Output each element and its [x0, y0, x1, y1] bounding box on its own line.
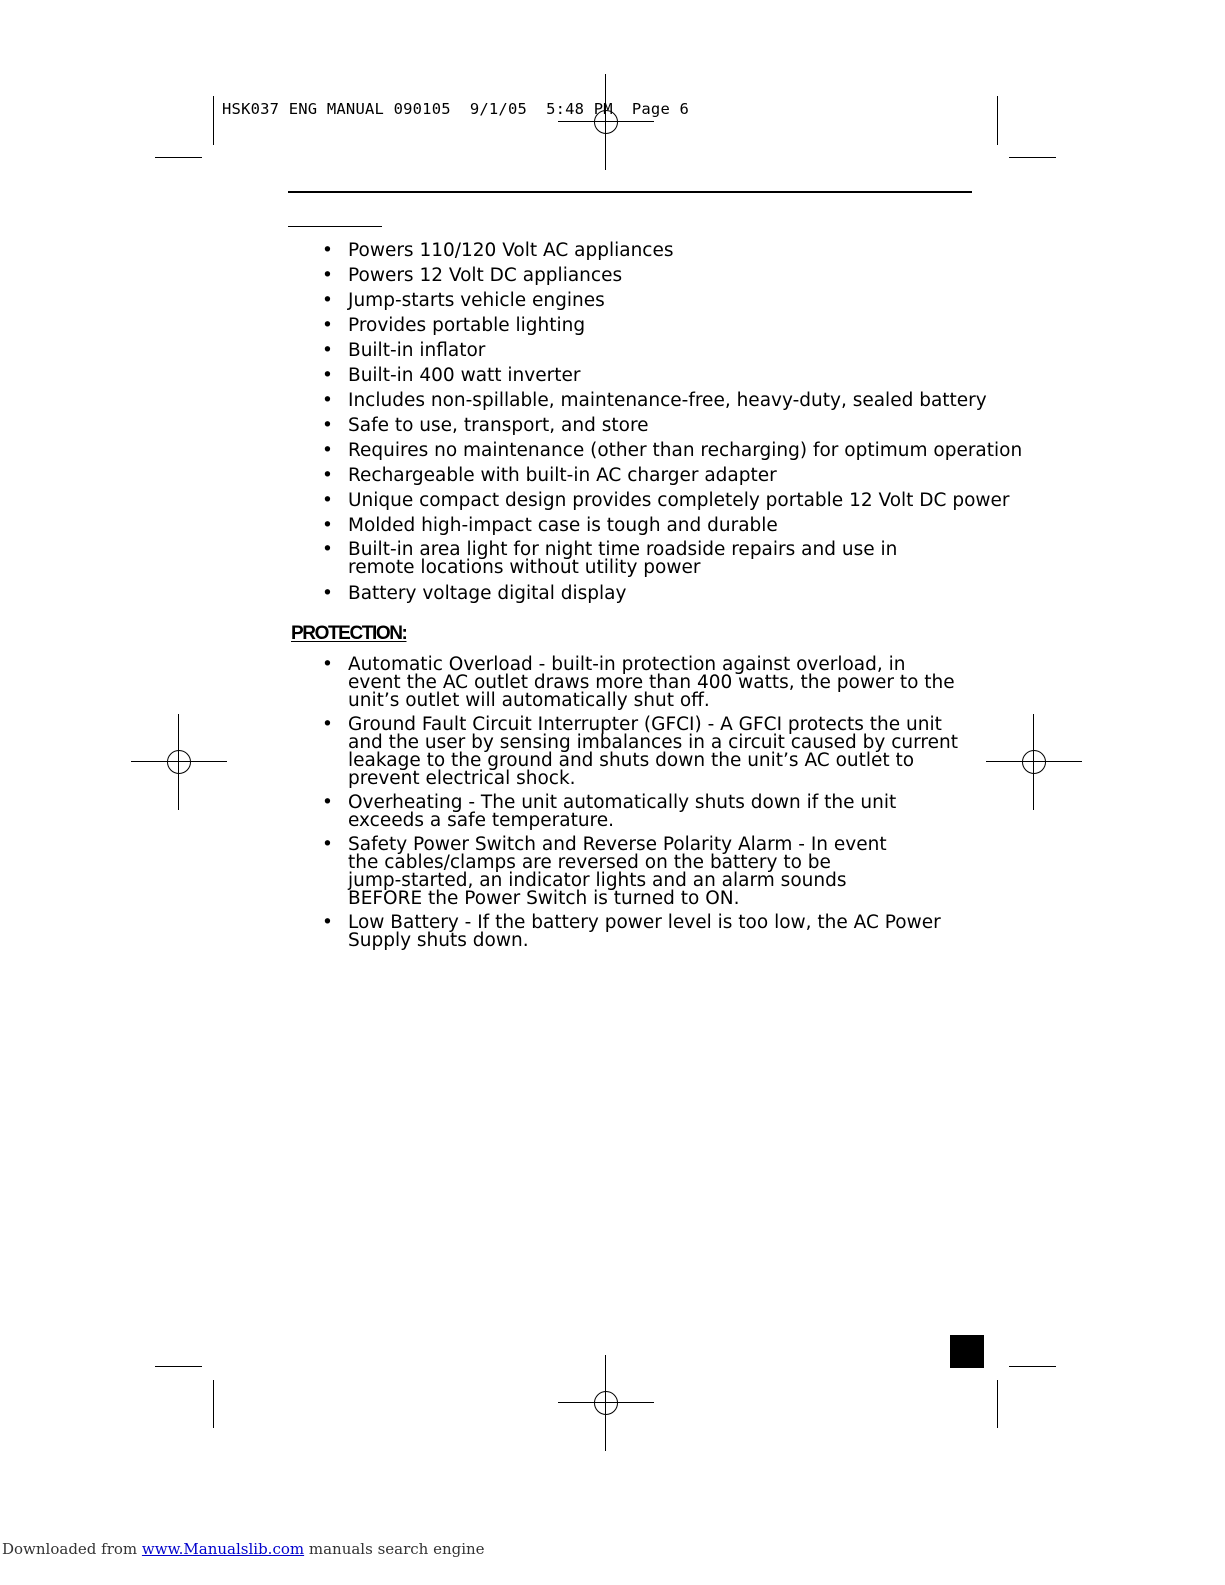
crop-mark [213, 96, 214, 145]
footer-prefix: Downloaded from [2, 1540, 142, 1558]
list-item: • Safe to use, transport, and store [322, 413, 1022, 438]
list-item: • Powers 110/120 Volt AC appliances [322, 238, 1022, 263]
list-item: • Molded high-impact case is tough and durable [322, 513, 1022, 538]
list-item: • Automatic Overload - built-in protection against overload, in event the AC outlet draws more than 400 watts, the power to the unit’s outlet will automatically shut off. [322, 656, 962, 710]
registration-mark-bottom [558, 1355, 654, 1451]
crop-mark [1009, 1366, 1056, 1367]
section-rule [288, 226, 382, 227]
page-tab-marker [950, 1335, 984, 1368]
list-item: • Battery voltage digital display [322, 581, 1022, 606]
crop-mark [155, 1366, 202, 1367]
protection-list [322, 656, 962, 956]
manualslib-link[interactable]: www.Manualslib.com [141, 1540, 305, 1558]
print-slug: HSK037 ENG MANUAL 090105 9/1/05 5:48 PM Page 6 [222, 100, 690, 118]
list-item: • Includes non-spillable, maintenance-free, heavy-duty, sealed battery [322, 388, 1022, 413]
list-item: • Built-in 400 watt inverter [322, 363, 1022, 388]
registration-mark-top [558, 74, 654, 170]
list-item: • Built-in inflator [322, 338, 1022, 363]
list-item: • Safety Power Switch and Reverse Polarity Alarm - In event the cables/clamps are reversed on the battery to be jump-started, an indicator lights and an alarm sounds BEFORE the Power Switch is turned to ON. [322, 836, 888, 908]
list-item: • Provides portable lighting [322, 313, 1022, 338]
list-item: • Requires no maintenance (other than recharging) for optimum operation [322, 438, 1022, 463]
list-item: • Rechargeable with built-in AC charger adapter [322, 463, 1022, 488]
registration-mark-left [131, 714, 227, 810]
footer-suffix: manuals search engine [304, 1540, 485, 1558]
list-item: • Overheating - The unit automatically shuts down if the unit exceeds a safe temperature. [322, 794, 962, 830]
features-list [322, 238, 1022, 606]
list-item: • Unique compact design provides completely portable 12 Volt DC power [322, 488, 1022, 513]
crop-mark [155, 157, 202, 158]
list-item: • Powers 12 Volt DC appliances [322, 263, 1022, 288]
download-footer [2, 1540, 485, 1558]
list-item: • Built-in area light for night time roadside repairs and use in remote locations without utility power [322, 541, 963, 577]
list-item: • Jump-starts vehicle engines [322, 288, 1022, 313]
list-item: • Ground Fault Circuit Interrupter (GFCI) - A GFCI protects the unit and the user by sensing imbalances in a circuit caused by current leakage to the ground and shuts down the unit’s AC outlet to prevent electrical shock. [322, 716, 962, 788]
crop-mark [213, 1380, 214, 1428]
list-item: • Low Battery - If the battery power level is too low, the AC Power Supply shuts down. [322, 914, 948, 950]
header-rule [288, 191, 972, 193]
registration-mark-right [986, 714, 1082, 810]
section-heading: PROTECTION: [291, 623, 407, 644]
crop-mark [997, 96, 998, 145]
crop-mark [1009, 157, 1056, 158]
crop-mark [997, 1380, 998, 1428]
